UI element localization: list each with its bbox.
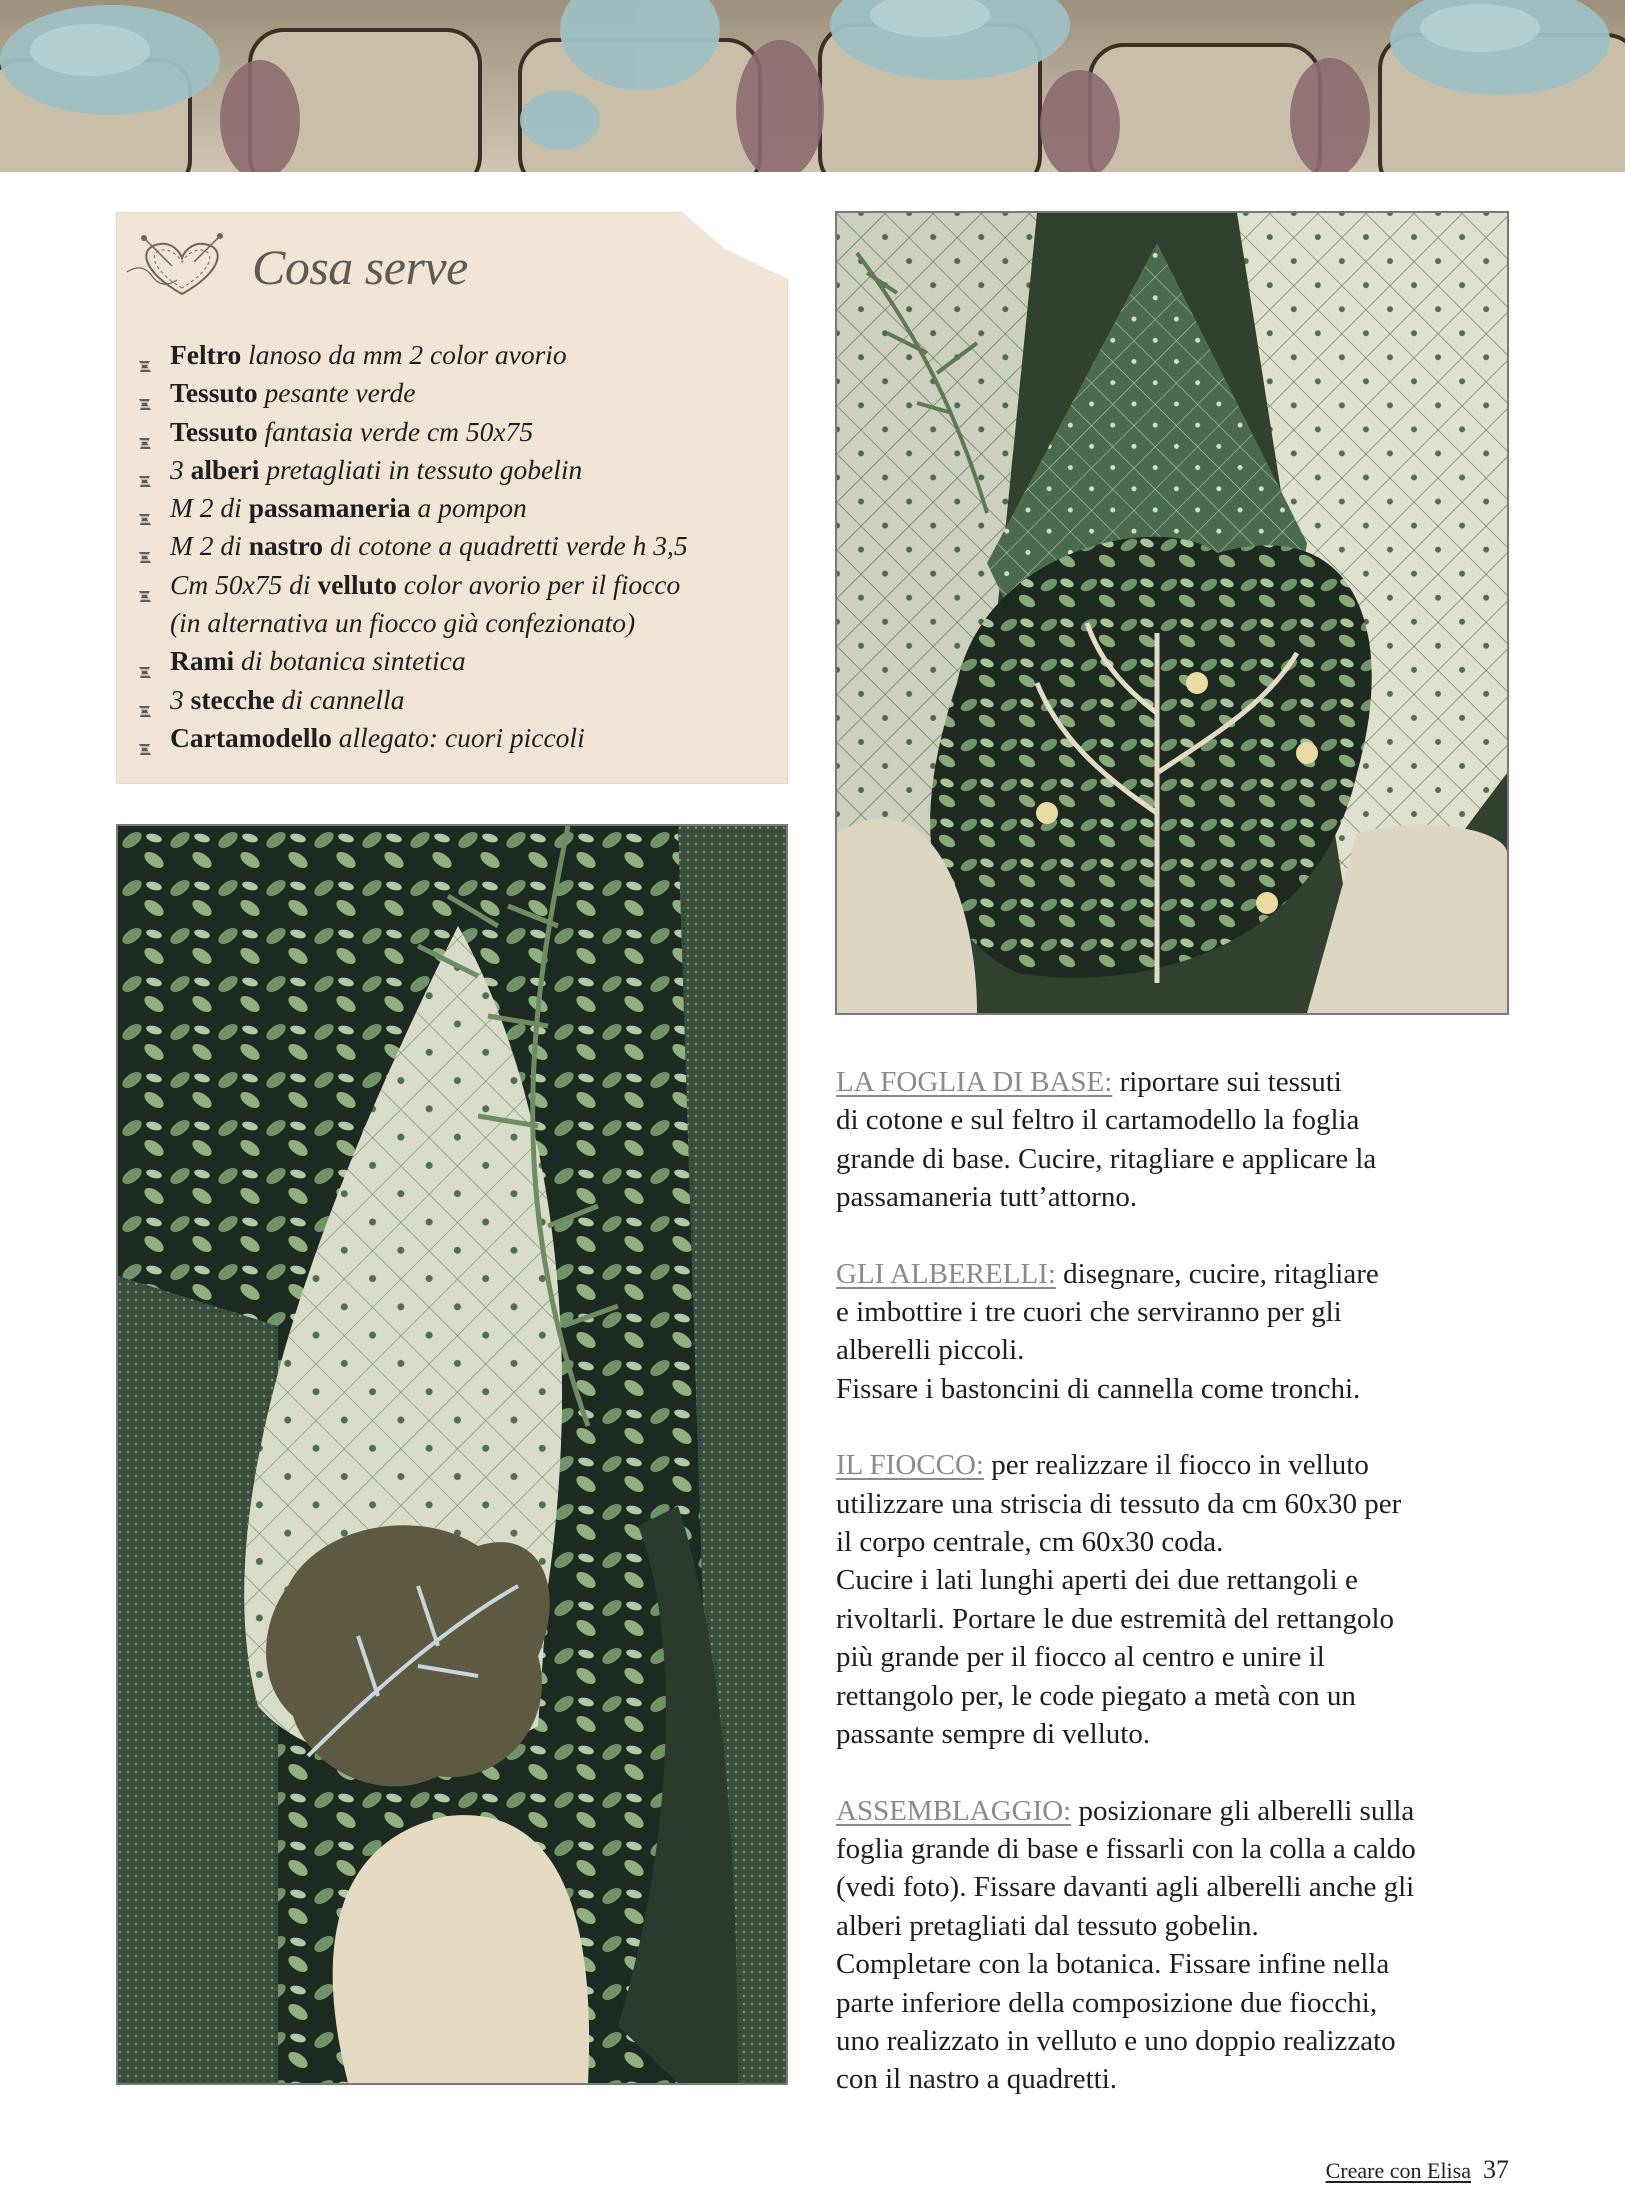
composition-illustration [118,826,786,2083]
step-text: Cucire i lati lunghi aperti dei due rettangoli e [836,1564,1358,1597]
material-name: Feltro [170,339,242,370]
materials-card [116,212,788,784]
material-prefix: M 2 di [170,530,249,562]
pin-bullet-icon [136,385,153,402]
instruction-line [836,1293,1496,1331]
step-text: con il nastro a quadretti. [836,2063,1118,2096]
materials-list [136,336,688,757]
instruction-line [836,1101,1496,1139]
instruction-line [836,1370,1496,1408]
step-text: e imbottire i tre cuori che serviranno per gli [836,1296,1342,1329]
material-item [136,604,688,642]
step-heading: LA FOGLIA DI BASE: [836,1066,1113,1098]
material-detail: pesante verde [257,377,416,409]
step-text: alberi pretagliati dal tessuto gobelin. [836,1909,1259,1942]
step-text: più grande per il fiocco al centro e unire il [836,1641,1325,1674]
instruction-line [836,1600,1496,1638]
step-text: uno realizzato in velluto e uno doppio realizzato [836,2024,1396,2057]
instruction-line [836,1523,1496,1561]
instruction-line [836,1638,1496,1676]
material-prefix: 3 [170,683,191,715]
step-text: rivoltarli. Portare le due estremità del rettangolo [836,1602,1395,1635]
step-text: Completare con la botanica. Fissare infine nella [836,1948,1390,1981]
step-text: Fissare i bastoncini di cannella come tronchi. [836,1372,1361,1405]
pin-bullet-icon [136,577,153,594]
instruction-line [836,1677,1496,1715]
material-item [136,451,688,489]
sewing-heart-icon [122,232,242,302]
instruction-line [836,1907,1496,1945]
step-text: riportare sui tessuti [1112,1066,1342,1098]
material-item [136,336,688,374]
step-text: passante sempre di velluto. [836,1718,1151,1751]
instruction-line [836,1331,1496,1369]
step-text: per realizzare il fiocco in velluto [983,1449,1369,1482]
step-text: posizionare gli alberelli sulla [1071,1794,1415,1827]
material-item [136,681,688,719]
photo-tree-composition [116,824,788,2085]
step-text: grande di base. Cucire, ritagliare e applicare la [836,1142,1377,1175]
step-text: di cotone e sul feltro il cartamodello la foglia [836,1104,1360,1137]
instruction-step [836,1446,1496,1753]
material-name: Tessuto [170,377,258,409]
page-footer [1326,2155,1509,2185]
step-text: passamaneria tutt’attorno. [836,1181,1138,1214]
instruction-line [836,1561,1496,1599]
pin-bullet-icon [136,462,153,479]
instruction-line [836,1984,1496,2022]
material-detail: pretagliati in tessuto gobelin [259,453,583,485]
pin-bullet-icon [136,424,153,441]
material-prefix: 3 [170,453,191,485]
card-header [122,232,468,302]
tree-fabric-illustration [837,213,1507,1013]
material-detail: di cannella [274,683,405,715]
material-item [136,642,688,680]
instruction-line [836,1485,1496,1523]
instruction-line [836,2060,1496,2098]
instruction-line [836,2022,1496,2060]
instruction-line [836,1255,1496,1293]
instruction-line [836,1868,1496,1906]
material-item [136,566,688,604]
material-name: Rami [170,645,235,677]
material-continuation: (in alternativa un fiocco già confezionato) [170,607,636,639]
step-text: alberelli piccoli. [836,1334,1025,1367]
instruction-step [836,1063,1496,1217]
instruction-line [836,1178,1496,1216]
material-name: alberi [190,453,260,485]
material-item [136,489,688,527]
material-detail: color avorio per il fiocco [396,568,681,600]
pin-bullet-icon [136,347,153,364]
step-text: foglia grande di base e fissarli con la colla a caldo [836,1832,1416,1865]
instruction-line [836,1830,1496,1868]
material-detail: fantasia verde cm 50x75 [257,415,534,447]
pin-bullet-icon [136,653,153,670]
magazine-name: Creare con Elisa [1325,2158,1471,2183]
instruction-step [836,1792,1496,2099]
step-text: (vedi foto). Fissare davanti agli alberelli anche gli [836,1871,1415,1904]
step-text: il corpo centrale, cm 60x30 coda. [836,1526,1224,1559]
material-detail: a pompon [410,492,527,524]
card-title: Cosa serve [252,239,468,295]
step-heading: GLI ALBERELLI: [836,1257,1056,1290]
pin-bullet-icon [136,538,153,555]
material-item [136,719,688,757]
material-detail: lanoso da mm 2 color avorio [241,339,567,370]
instruction-line [836,1792,1496,1830]
material-name: Tessuto [170,415,258,447]
instruction-step [836,1255,1496,1409]
material-name: Cartamodello [170,721,332,753]
photo-tree-closeup [835,211,1509,1015]
material-item [136,374,688,412]
fabric-ruffle-illustration [0,0,1625,172]
step-text: disegnare, cucire, ritagliare [1055,1257,1379,1290]
material-detail: di cotone a quadretti verde h 3,5 [323,530,688,562]
material-prefix: Cm 50x75 di [170,568,318,600]
step-text: parte inferiore della composizione due fiocchi, [836,1986,1378,2019]
material-name: velluto [317,568,397,600]
material-name: stecche [190,683,275,715]
pin-bullet-icon [136,692,153,709]
step-heading: IL FIOCCO: [836,1449,984,1482]
step-text: utilizzare una striscia di tessuto da cm 60x30 per [836,1487,1402,1520]
step-heading: ASSEMBLAGGIO: [836,1794,1072,1827]
material-prefix: M 2 di [170,492,249,524]
instruction-line [836,1446,1496,1484]
step-text: rettangolo per, le code piegato a metà con un [836,1679,1356,1712]
material-name: nastro [248,530,324,562]
material-name: passamaneria [248,492,411,524]
page-number: 37 [1483,2155,1509,2184]
instruction-line [836,1715,1496,1753]
instruction-line [836,1945,1496,1983]
instruction-line [836,1140,1496,1178]
material-item [136,527,688,565]
pin-bullet-icon [136,500,153,517]
material-detail: di botanica sintetica [234,645,466,677]
banner-photo [0,0,1625,172]
material-detail: allegato: cuori piccoli [331,721,585,753]
instruction-line [836,1063,1496,1101]
pin-bullet-icon [136,730,153,747]
material-item [136,413,688,451]
instructions-column [836,1063,1496,2137]
